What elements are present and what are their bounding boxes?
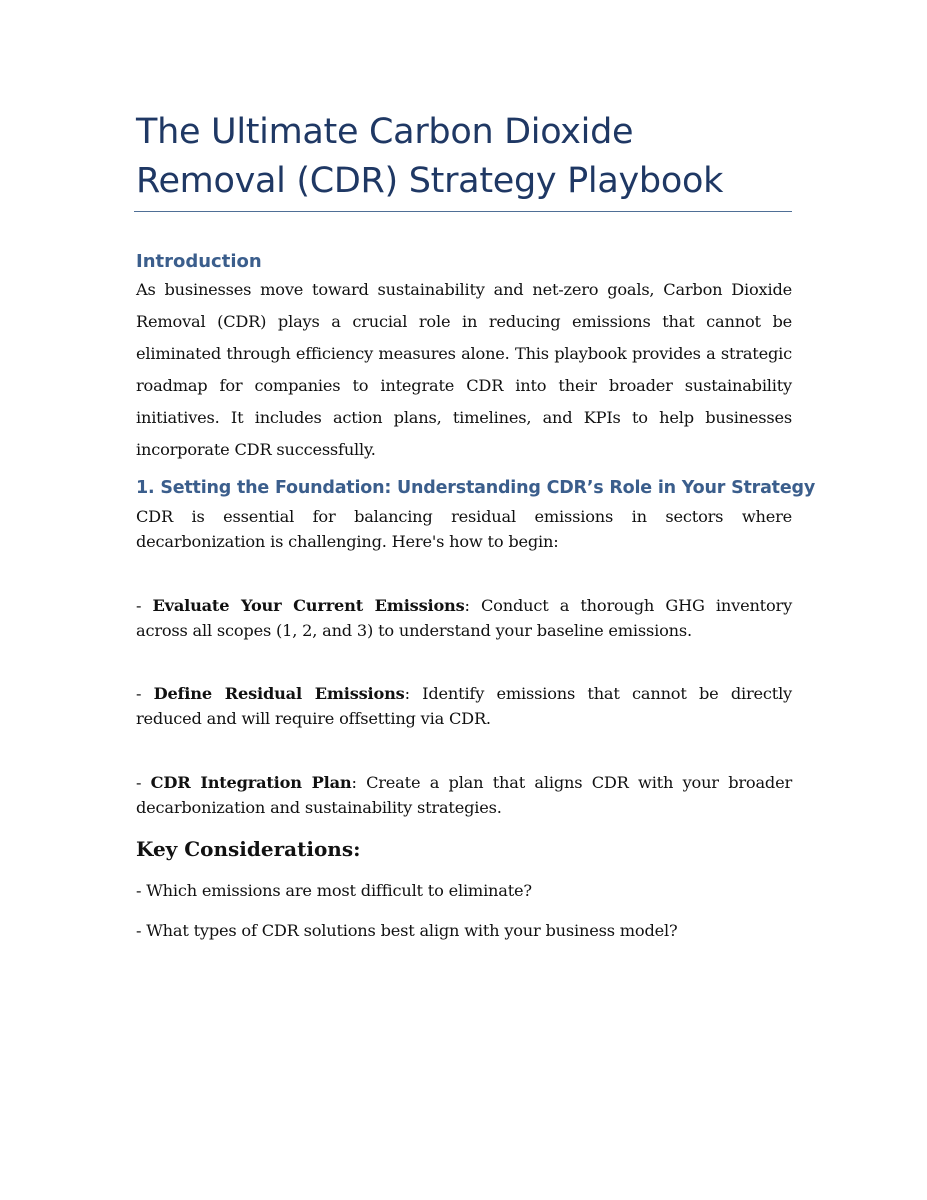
bullet-text: : Conduct a thorough GHG inventory across all scopes (1, 2, and 3) to understand your baseline emissions. [136,596,793,640]
introduction-paragraph: As businesses move toward sustainability and net-zero goals, Carbon Dioxide Removal (CDR) plays a crucial role in reducing emissions that cannot be eliminated through efficiency measures alone. This playbook provides a strategic roadmap for companies to integrate CDR into their broader sustainability initiatives. It includes action plans, timelines, and KPIs to help businesses incorporate CDR successfully. [136,280,792,459]
bullet-cdr-integration-plan [136,770,792,820]
section-1-paragraph: CDR is essential for balancing residual emissions in sectors where decarbonization is challenging. Here's how to begin: [136,507,792,551]
bullet-prefix: - [136,596,153,615]
section-1-heading: 1. Setting the Foundation: Understanding CDR’s Role in Your Strategy [136,478,816,498]
bullet-residual-emissions [136,681,792,731]
bullet-text: : Identify emissions that cannot be directly reduced and will require offsetting via CDR. [136,684,792,728]
bullet-term: CDR Integration Plan [150,773,352,792]
bullet-prefix: - [136,773,151,792]
document-content [136,108,816,940]
document-title: The Ultimate Carbon Dioxide Removal (CDR) Strategy Playbook [136,112,724,201]
key-consideration-item: - What types of CDR solutions best align with your business model? [136,921,678,940]
introduction-heading: Introduction [136,251,262,272]
title-divider [134,211,792,212]
bullet-prefix: - [136,684,154,703]
key-consideration-item: - Which emissions are most difficult to eliminate? [136,881,532,900]
bullet-text: : Create a plan that aligns CDR with your broader decarbonization and sustainability strategies. [136,773,793,817]
bullet-evaluate-emissions [136,593,792,643]
bullet-term: Define Residual Emissions [153,684,405,703]
bullet-term: Evaluate Your Current Emissions [152,596,465,615]
key-considerations-heading: Key Considerations: [136,837,361,861]
